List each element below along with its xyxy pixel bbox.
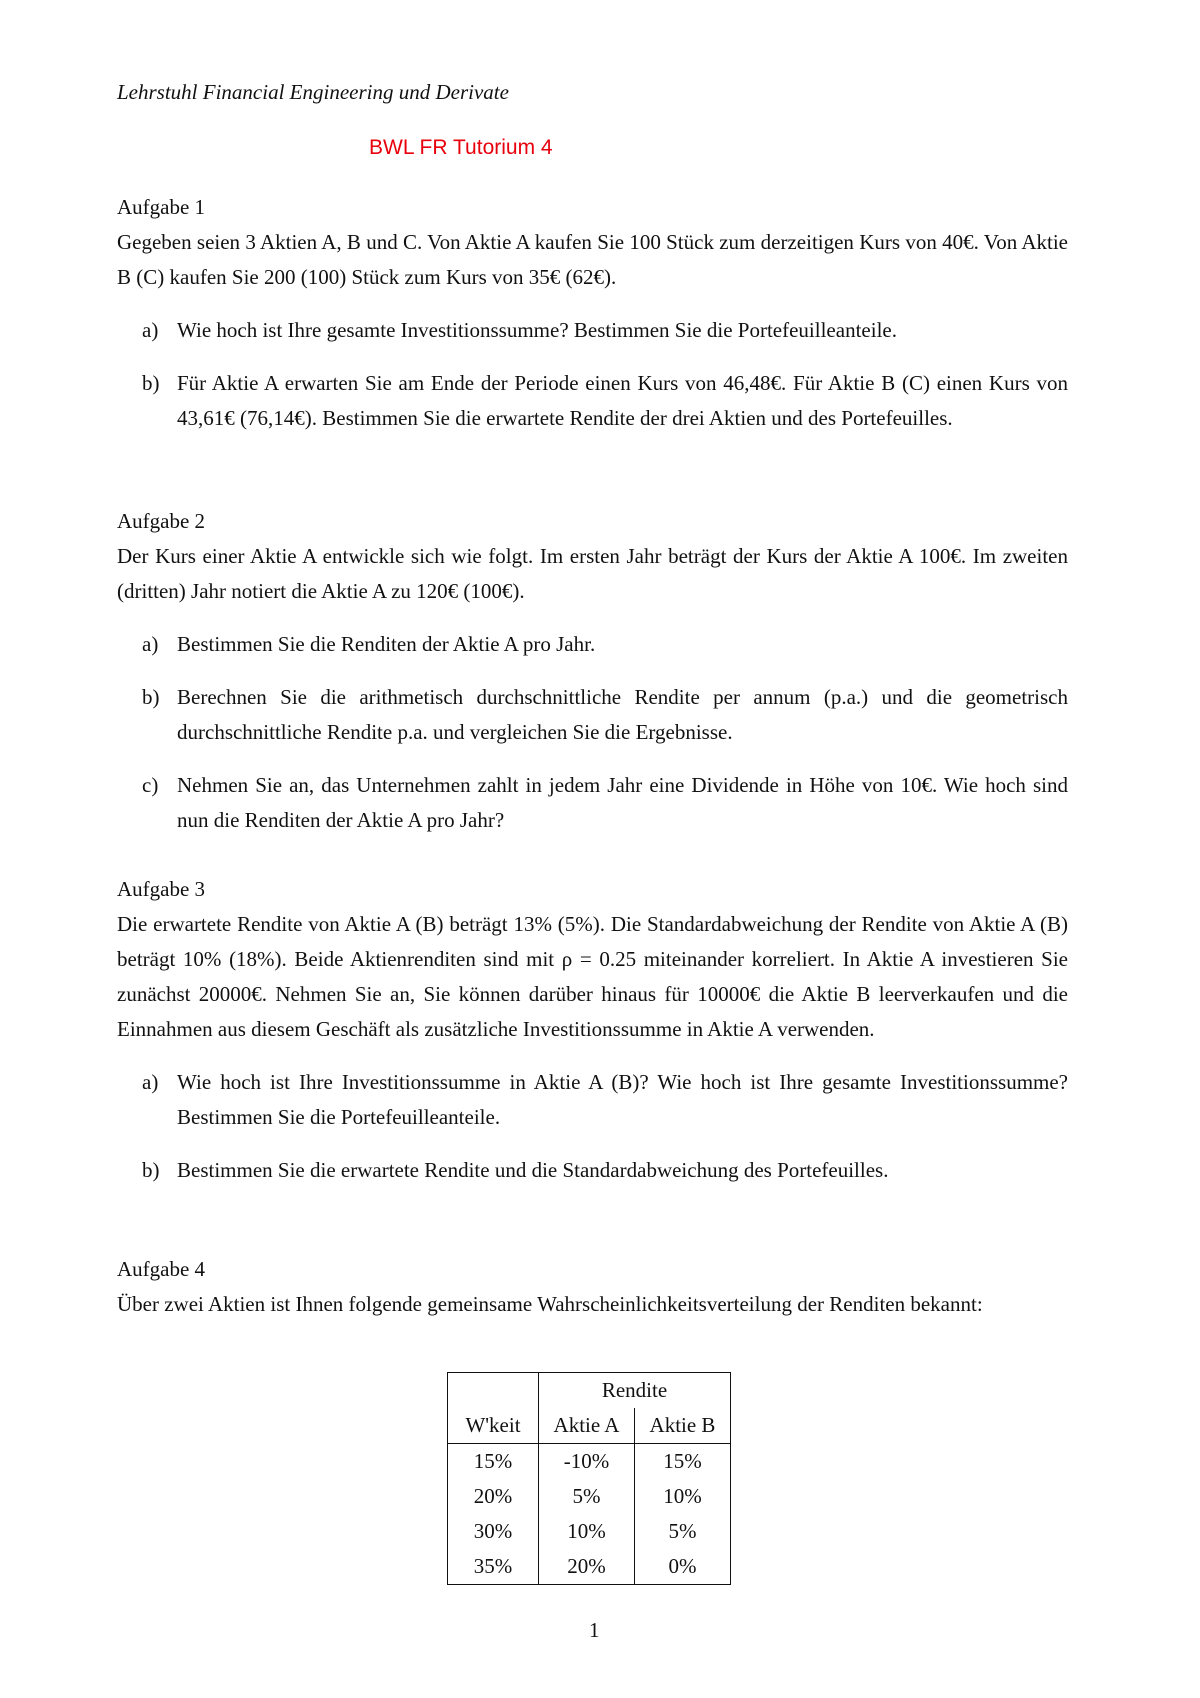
table-row: [448, 1444, 731, 1480]
table-row: [448, 1479, 731, 1514]
aufgabe-1-heading: Aufgabe 1: [117, 195, 206, 219]
item-text: Nehmen Sie an, das Unternehmen zahlt in jedem Jahr eine Dividende in Höhe von 10€. Wie hoch sind nun die Renditen der Aktie A pro Jahr?: [177, 773, 1068, 832]
page-number: 1: [589, 1618, 600, 1642]
item-text: Bestimmen Sie die erwartete Rendite und die Standardabweichung des Portefeuilles.: [177, 1158, 889, 1182]
table-row: [448, 1549, 731, 1585]
table-header-cell: W'keit: [448, 1408, 539, 1444]
item-label: b): [142, 371, 160, 395]
table-cell: -10%: [539, 1444, 635, 1480]
aufgabe-1-item-a: [117, 313, 1068, 348]
table-cell: 20%: [448, 1479, 539, 1514]
aufgabe-4-heading: Aufgabe 4: [117, 1257, 206, 1281]
aufgabe-2-item-c: [117, 768, 1068, 838]
table-cell: 15%: [448, 1444, 539, 1480]
chair-header: Lehrstuhl Financial Engineering und Derivate: [117, 80, 509, 104]
aufgabe-3-item-b: [117, 1153, 1068, 1188]
item-label: a): [142, 632, 159, 656]
aufgabe-3: [117, 872, 1068, 1188]
item-text: Wie hoch ist Ihre Investitionssumme in Aktie A (B)? Wie hoch ist Ihre gesamte Investitionssumme? Bestimmen Sie die Portefeuilleanteile.: [177, 1070, 1068, 1129]
aufgabe-3-heading: Aufgabe 3: [117, 877, 206, 901]
table-group-header: Rendite: [539, 1373, 731, 1409]
aufgabe-2-text: Der Kurs einer Aktie A entwickle sich wie folgt. Im ersten Jahr beträgt der Kurs der Aktie A 100€. Im zweiten (dritten) Jahr notiert die Aktie A zu 120€ (100€).: [117, 544, 1068, 603]
table-header-cell: Aktie B: [635, 1408, 731, 1444]
item-label: c): [142, 773, 159, 797]
table-cell: 30%: [448, 1514, 539, 1549]
item-text: Wie hoch ist Ihre gesamte Investitionssumme? Bestimmen Sie die Portefeuilleanteile.: [177, 318, 897, 342]
page-title: BWL FR Tutorium 4: [369, 136, 553, 159]
table-row: [448, 1514, 731, 1549]
aufgabe-2-heading: Aufgabe 2: [117, 509, 206, 533]
aufgabe-4: [117, 1252, 1068, 1322]
table-cell: 0%: [635, 1549, 731, 1585]
probability-table: [447, 1372, 731, 1585]
aufgabe-1-item-b: [117, 366, 1068, 436]
table-cell: 35%: [448, 1549, 539, 1585]
aufgabe-3-item-a: [117, 1065, 1068, 1135]
table-header-cell: Aktie A: [539, 1408, 635, 1444]
table-cell: 15%: [635, 1444, 731, 1480]
aufgabe-4-text: Über zwei Aktien ist Ihnen folgende gemeinsame Wahrscheinlichkeitsverteilung der Renditen bekannt:: [117, 1292, 983, 1316]
aufgabe-1: [117, 190, 1068, 436]
aufgabe-2-item-a: [117, 627, 1068, 662]
item-label: a): [142, 318, 159, 342]
item-label: b): [142, 685, 160, 709]
table-cell: 5%: [635, 1514, 731, 1549]
aufgabe-3-text: Die erwartete Rendite von Aktie A (B) beträgt 13% (5%). Die Standardabweichung der Rendite von Aktie A (B) beträgt 10% (18%). Beide Aktienrenditen sind mit ρ = 0.25 miteinander korreliert. In Aktie A investieren Sie zunächst 20000€. Nehmen Sie an, Sie können darüber hinaus für 10000€ die Aktie B leerverkaufen und die Einnahmen aus diesem Geschäft als zusätzliche Investitionssumme in Aktie A verwenden.: [117, 912, 1068, 1041]
aufgabe-1-text: Gegeben seien 3 Aktien A, B und C. Von Aktie A kaufen Sie 100 Stück zum derzeitigen Kurs von 40€. Von Aktie B (C) kaufen Sie 200 (100) Stück zum Kurs von 35€ (62€).: [117, 230, 1068, 289]
item-text: Bestimmen Sie die Renditen der Aktie A pro Jahr.: [177, 632, 596, 656]
item-text: Berechnen Sie die arithmetisch durchschnittliche Rendite per annum (p.a.) und die geometrisch durchschnittliche Rendite p.a. und vergleichen Sie die Ergebnisse.: [177, 685, 1068, 744]
table-group-header-row: [448, 1373, 731, 1409]
table-header-row: [448, 1408, 731, 1444]
item-text: Für Aktie A erwarten Sie am Ende der Periode einen Kurs von 46,48€. Für Aktie B (C) einen Kurs von 43,61€ (76,14€). Bestimmen Sie die erwartete Rendite der drei Aktien und des Portefeuilles.: [177, 371, 1068, 430]
item-label: a): [142, 1070, 159, 1094]
table-empty-cell: [448, 1373, 539, 1409]
aufgabe-2-item-b: [117, 680, 1068, 750]
item-label: b): [142, 1158, 160, 1182]
table-cell: 20%: [539, 1549, 635, 1585]
table-cell: 10%: [539, 1514, 635, 1549]
table-cell: 10%: [635, 1479, 731, 1514]
table-cell: 5%: [539, 1479, 635, 1514]
aufgabe-2: [117, 504, 1068, 838]
